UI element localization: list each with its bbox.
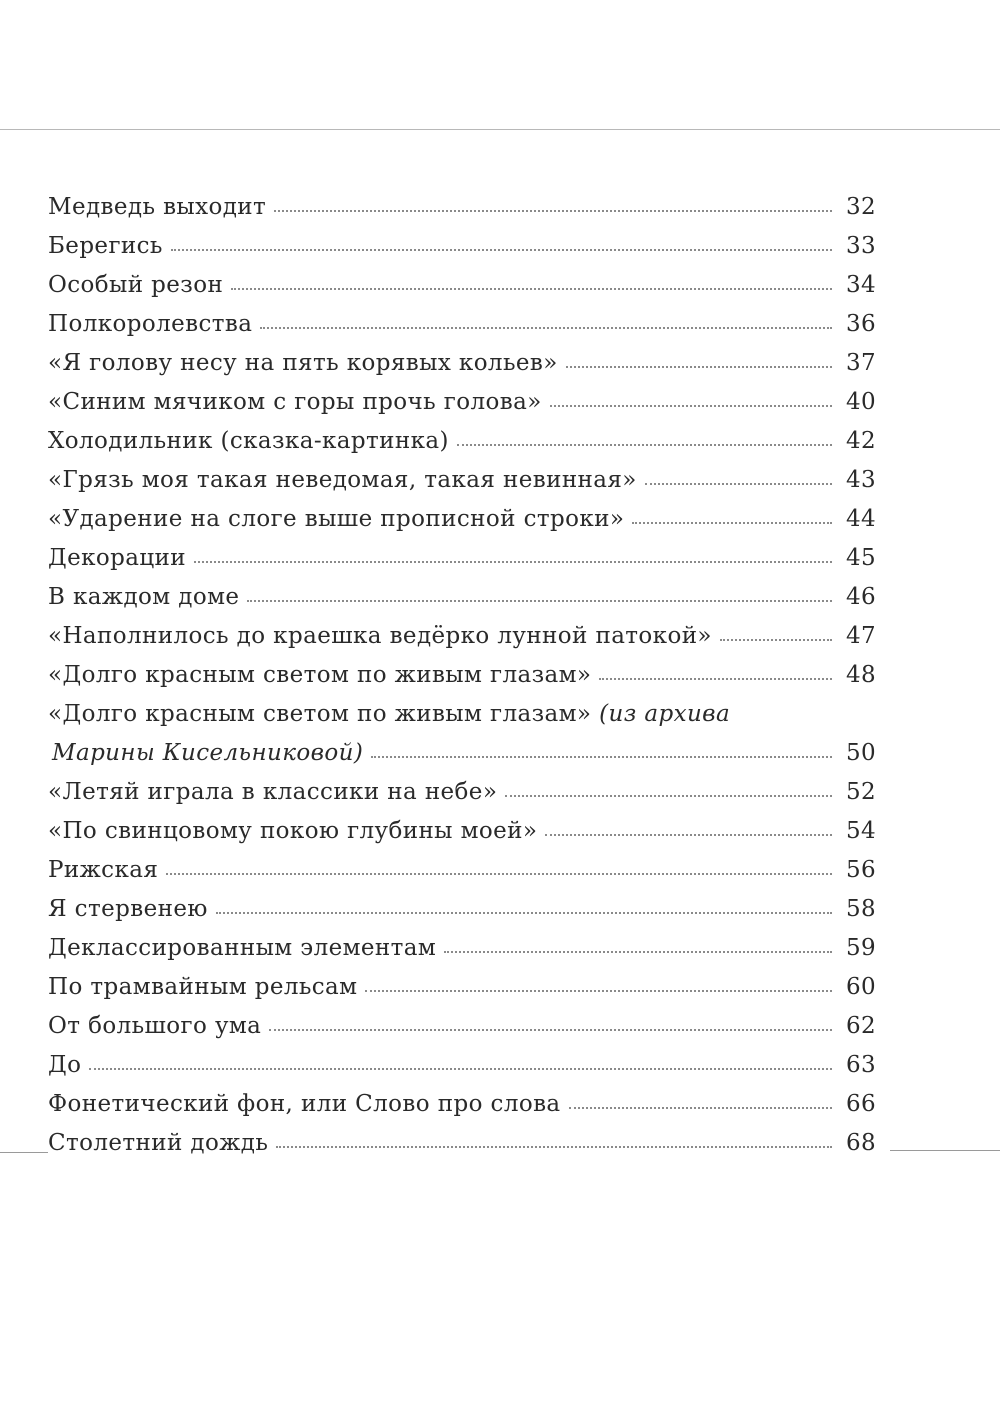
toc-title: Фонетический фон, или Слово про слова — [48, 1091, 561, 1117]
toc-page-number: 56 — [846, 857, 877, 883]
dot-leader — [89, 1068, 832, 1070]
toc-page-number: 52 — [846, 779, 877, 805]
toc-title: «Долго красным светом по живым глазам» — [48, 662, 592, 688]
toc-entry[interactable] — [48, 890, 888, 929]
dot-leader — [166, 873, 832, 875]
toc-page-number: 34 — [846, 272, 877, 298]
toc-page-number: 48 — [846, 662, 877, 688]
dot-leader — [171, 249, 832, 251]
dot-leader — [550, 405, 832, 407]
dot-leader — [274, 210, 832, 212]
toc-title: Берегись — [48, 233, 163, 259]
toc-entry[interactable] — [48, 461, 888, 500]
toc-title: «Летяй играла в классики на небе» — [48, 779, 498, 805]
toc-title: «Долго красным светом по живым глазам» — [48, 701, 592, 727]
toc-title: «Я голову несу на пять корявых кольев» — [48, 350, 558, 376]
toc-page-number: 32 — [846, 194, 877, 220]
toc-note-continuation: Марины Кисельниковой) — [52, 740, 364, 766]
toc-entry[interactable] — [48, 188, 888, 227]
toc-entry[interactable] — [48, 851, 888, 890]
toc-title: В каждом доме — [48, 584, 240, 610]
dot-leader — [276, 1146, 832, 1148]
toc-page-number: 68 — [846, 1130, 877, 1156]
toc-title: Полкоролевства — [48, 311, 253, 337]
toc-title: От большого ума — [48, 1013, 262, 1039]
dot-leader — [599, 678, 832, 680]
toc-title: «Грязь моя такая неведомая, такая невинная» — [48, 467, 637, 493]
toc-page-number: 60 — [846, 974, 877, 1000]
toc-page-number: 47 — [846, 623, 877, 649]
dot-leader — [645, 483, 832, 485]
toc-note: (из архива — [599, 701, 731, 727]
toc-page-number: 46 — [846, 584, 877, 610]
toc-title: Медведь выходит — [48, 194, 267, 220]
toc-entry[interactable] — [48, 929, 888, 968]
toc-entry[interactable] — [48, 968, 888, 1007]
toc-page-number: 59 — [846, 935, 877, 961]
dot-leader — [505, 795, 832, 797]
dot-leader — [569, 1107, 832, 1109]
dot-leader — [247, 600, 832, 602]
toc-entry[interactable] — [48, 344, 888, 383]
toc-title: Холодильник (сказка-картинка) — [48, 428, 449, 454]
dot-leader — [269, 1029, 832, 1031]
toc-entry[interactable] — [48, 695, 888, 773]
dot-leader — [457, 444, 832, 446]
toc-title: Деклассированным элементам — [48, 935, 437, 961]
toc-page-number: 45 — [846, 545, 877, 571]
toc-entry[interactable] — [48, 773, 888, 812]
dot-leader — [566, 366, 832, 368]
toc-entry[interactable] — [48, 227, 888, 266]
dot-leader — [632, 522, 832, 524]
dot-leader — [216, 912, 832, 914]
dot-leader — [444, 951, 832, 953]
toc-entry[interactable] — [48, 578, 888, 617]
toc-page-number: 50 — [846, 740, 877, 766]
toc-title: Особый резон — [48, 272, 224, 298]
toc-title: «Наполнилось до краешка ведёрко лунной патокой» — [48, 623, 712, 649]
dot-leader — [365, 990, 832, 992]
toc-page-number: 42 — [846, 428, 877, 454]
dot-leader — [371, 756, 832, 758]
toc-entry[interactable] — [48, 500, 888, 539]
toc-page-number: 43 — [846, 467, 877, 493]
toc-entry[interactable] — [48, 422, 888, 461]
dot-leader — [231, 288, 832, 290]
dot-leader — [194, 561, 832, 563]
toc-title: До — [48, 1052, 82, 1078]
toc-entry[interactable] — [48, 656, 888, 695]
toc-page-number: 58 — [846, 896, 877, 922]
toc-entry[interactable] — [48, 383, 888, 422]
toc-page-number: 63 — [846, 1052, 877, 1078]
toc-title: «По свинцовому покою глубины моей» — [48, 818, 538, 844]
toc-title: По трамвайным рельсам — [48, 974, 358, 1000]
toc-entry[interactable] — [48, 266, 888, 305]
toc-entry[interactable] — [48, 617, 888, 656]
toc-page-number: 33 — [846, 233, 877, 259]
toc-page-number: 62 — [846, 1013, 877, 1039]
bottom-right-rule — [890, 1150, 1000, 1151]
toc-entry[interactable] — [48, 1046, 888, 1085]
bottom-left-rule — [0, 1152, 48, 1153]
toc-title: «Ударение на слоге выше прописной строки» — [48, 506, 625, 532]
toc-page-number: 54 — [846, 818, 877, 844]
toc-title: Я стервенею — [48, 896, 208, 922]
toc-entry[interactable] — [48, 1007, 888, 1046]
toc-entry[interactable] — [48, 305, 888, 344]
toc-title: Столетний дождь — [48, 1130, 269, 1156]
toc-page-number: 44 — [846, 506, 877, 532]
toc-entry[interactable] — [48, 539, 888, 578]
toc-page-number: 40 — [846, 389, 877, 415]
toc-page-number: 37 — [846, 350, 877, 376]
toc-page-number: 66 — [846, 1091, 877, 1117]
toc-entry[interactable] — [48, 812, 888, 851]
toc-page-number: 36 — [846, 311, 877, 337]
toc-entry[interactable] — [48, 1085, 888, 1124]
toc-entry[interactable] — [48, 1124, 888, 1163]
toc-title: Декорации — [48, 545, 187, 571]
dot-leader — [720, 639, 832, 641]
toc-title: «Синим мячиком с горы прочь голова» — [48, 389, 542, 415]
top-rule — [0, 129, 1000, 130]
table-of-contents — [48, 188, 888, 1163]
dot-leader — [545, 834, 832, 836]
dot-leader — [260, 327, 832, 329]
toc-title: Рижская — [48, 857, 159, 883]
